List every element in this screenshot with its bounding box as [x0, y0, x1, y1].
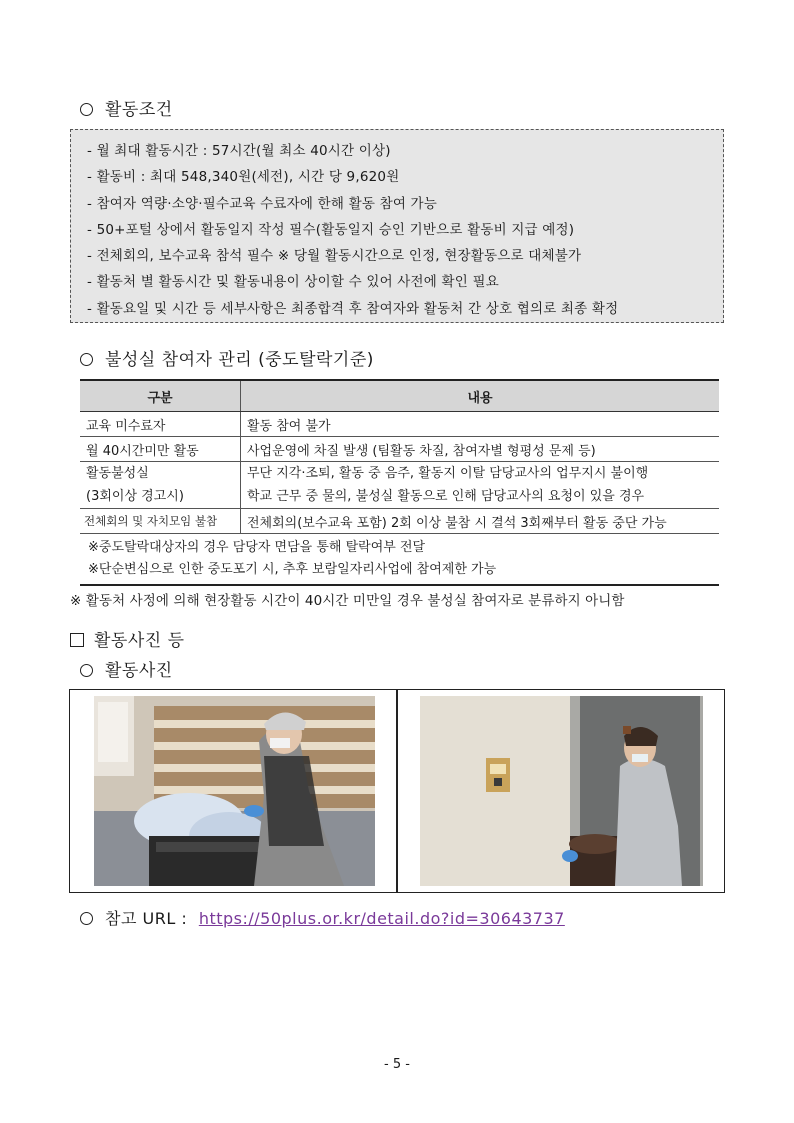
- table-note: ※중도탈락대상자의 경우 담당자 면담을 통해 탈락여부 전달: [88, 540, 426, 555]
- column-header-content: 내용: [241, 380, 720, 412]
- condition-item: - 전체회의, 보수교육 참석 필수 ※ 당월 활동시간으로 인정, 현장활동으로 대체불가: [87, 248, 582, 265]
- circle-bullet-icon: [80, 912, 93, 925]
- condition-item: - 활동요일 및 시간 등 세부사항은 최종합격 후 참여자와 활동처 간 상호 협의로 최종 확정: [87, 300, 619, 317]
- section-conditions-title: 활동조건: [105, 100, 173, 120]
- square-bullet-icon: [70, 633, 84, 647]
- row-category: 전체회의 및 자치모임 불참: [80, 509, 241, 534]
- table-notes-row: [80, 534, 719, 586]
- conditions-box: [70, 129, 724, 323]
- section-management-title: 불성실 참여자 관리 (중도탈락기준): [105, 350, 374, 370]
- column-header-category: 구분: [80, 380, 241, 412]
- warning-note: ※ 활동처 사정에 의해 현장활동 시간이 40시간 미만일 경우 불성실 참여자로 분류하지 아니함: [70, 593, 625, 609]
- row-content-line: 무단 지각·조퇴, 활동 중 음주, 활동지 이탈 담당교사의 업무지시 불이행: [247, 466, 649, 481]
- row-category: 월 40시간미만 활동: [80, 437, 241, 462]
- circle-bullet-icon: [80, 103, 93, 116]
- condition-item: - 월 최대 활동시간 : 57시간(월 최소 40시간 이상): [87, 143, 391, 159]
- table-row: [80, 509, 719, 534]
- row-category: 교육 미수료자: [80, 412, 241, 437]
- section-photos-heading: [70, 626, 185, 651]
- row-content: 사업운영에 차질 발생 (팀활동 차질, 참여자별 형평성 문제 등): [241, 437, 720, 462]
- activity-photo-packing: [94, 696, 375, 886]
- table-notes: [80, 534, 719, 586]
- table-row: [80, 437, 719, 462]
- packing-photo-image: [94, 696, 375, 886]
- row-category-line: 활동불성실: [86, 466, 149, 481]
- reference-line: [80, 906, 565, 929]
- section-management-heading: [80, 345, 374, 370]
- table-row: [80, 412, 719, 437]
- condition-item: - 활동비 : 최대 548,340원(세전), 시간 당 9,620원: [87, 169, 400, 186]
- row-content: 전체회의(보수교육 포함) 2회 이상 불참 시 결석 3회째부터 활동 중단 가능: [241, 509, 720, 534]
- management-table: [80, 379, 719, 586]
- photos-subheading: [80, 656, 173, 681]
- table-note: ※단순변심으로 인한 중도포기 시, 추후 보람일자리사업에 참여제한 가능: [88, 562, 497, 577]
- row-category: [80, 462, 241, 509]
- row-content: 활동 참여 불가: [241, 412, 720, 437]
- row-category-line: (3회이상 경고시): [86, 489, 184, 504]
- row-content: [241, 462, 720, 509]
- row-content-line: 학교 근무 중 물의, 불성실 활동으로 인해 담당교사의 요청이 있을 경우: [247, 489, 645, 504]
- table-row: [80, 462, 719, 509]
- condition-item: - 활동처 별 활동시간 및 활동내용이 상이할 수 있어 사전에 확인 필요: [87, 274, 499, 291]
- section-conditions-heading: [80, 95, 173, 120]
- condition-item: - 참여자 역량·소양·필수교육 수료자에 한해 활동 참여 가능: [87, 195, 438, 212]
- doorway-photo-image: [420, 696, 703, 886]
- photo-divider: [396, 690, 398, 892]
- activity-photo-doorway: [420, 696, 703, 886]
- reference-url-link[interactable]: https://50plus.or.kr/detail.do?id=30643737: [198, 909, 565, 928]
- reference-label: 참고 URL :: [105, 909, 188, 928]
- section-photos-title: 활동사진 등: [94, 631, 185, 651]
- circle-bullet-icon: [80, 353, 93, 366]
- table-header-row: [80, 380, 719, 412]
- photos-subtitle: 활동사진: [105, 661, 173, 681]
- page-number: - 5 -: [384, 1057, 410, 1072]
- circle-bullet-icon: [80, 664, 93, 677]
- condition-item: - 50+포털 상에서 활동일지 작성 필수(활동일지 승인 기반으로 활동비 지급 예정): [87, 221, 575, 238]
- photo-frame: [69, 689, 725, 893]
